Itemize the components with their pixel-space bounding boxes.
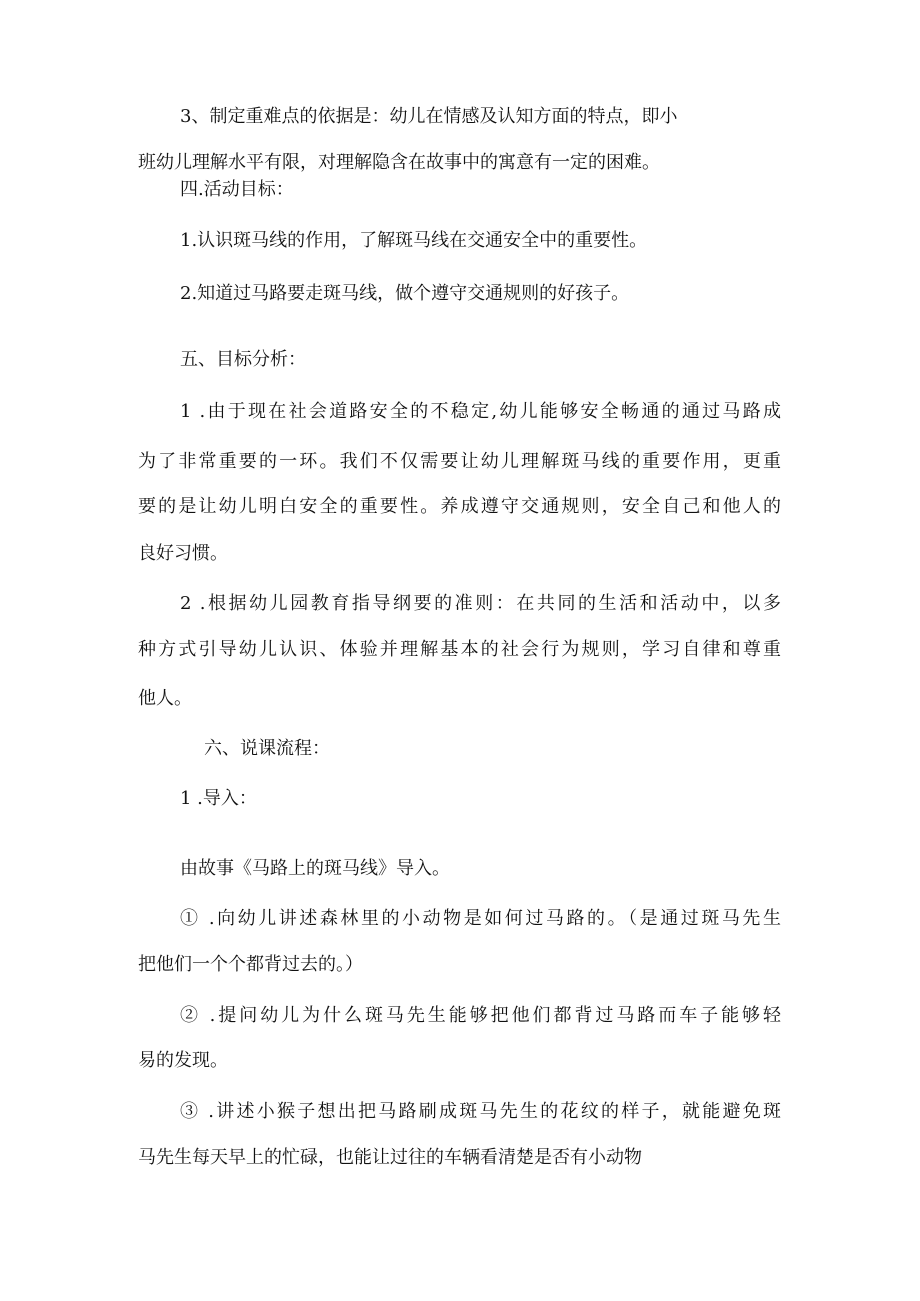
- paragraph-line: 3、制定重难点的依据是：幼儿在情感及认知方面的特点，即小: [180, 106, 678, 127]
- section-heading: 四.活动目标：: [180, 179, 294, 200]
- paragraph-line: ② .提问幼儿为什么斑马先生能够把他们都背过马路而车子能够轻: [180, 1005, 781, 1026]
- list-item: 2.知道过马路要走斑马线，做个遵守交通规则的好孩子。: [180, 283, 630, 304]
- section-heading: 六、说课流程：: [204, 738, 330, 759]
- paragraph-line: 1 .由于现在社会道路安全的不稳定,幼儿能够安全畅通的通过马路成: [180, 401, 781, 422]
- paragraph-line: ① .向幼儿讲述森林里的小动物是如何过马路的。（是通过斑马先生: [180, 908, 781, 929]
- paragraph-line: 2 .根据幼儿园教育指导纲要的准则：在共同的生活和活动中，以多: [180, 593, 781, 614]
- section-heading: 五、目标分析：: [180, 349, 306, 370]
- paragraph-line: 为了非常重要的一环。我们不仅需要让幼儿理解斑马线的重要作用，更重: [138, 451, 781, 472]
- paragraph-line: 班幼儿理解水平有限，对理解隐含在故事中的寓意有一定的困难。: [138, 152, 660, 173]
- paragraph-line: 易的发现。: [138, 1050, 228, 1071]
- paragraph-line: 种方式引导幼儿认识、体验并理解基本的社会行为规则，学习自律和尊重: [138, 639, 781, 660]
- paragraph-line: 要的是让幼儿明白安全的重要性。养成遵守交通规则，安全自己和他人的: [138, 496, 781, 517]
- paragraph-line: 良好习惯。: [138, 543, 228, 564]
- list-item: 1.认识斑马线的作用，了解斑马线在交通安全中的重要性。: [180, 230, 648, 251]
- paragraph-line: ③ .讲述小猴子想出把马路刷成斑马先生的花纹的样子，就能避免斑: [180, 1101, 781, 1122]
- paragraph-line: 他人。: [138, 688, 192, 709]
- paragraph-line: 马先生每天早上的忙碌，也能让过往的车辆看清楚是否有小动物: [138, 1147, 642, 1168]
- paragraph-line: 由故事《马路上的斑马线》导入。: [180, 858, 450, 879]
- list-item: 1 .导入：: [180, 788, 257, 809]
- paragraph-line: 把他们一个个都背过去的。）: [138, 954, 363, 975]
